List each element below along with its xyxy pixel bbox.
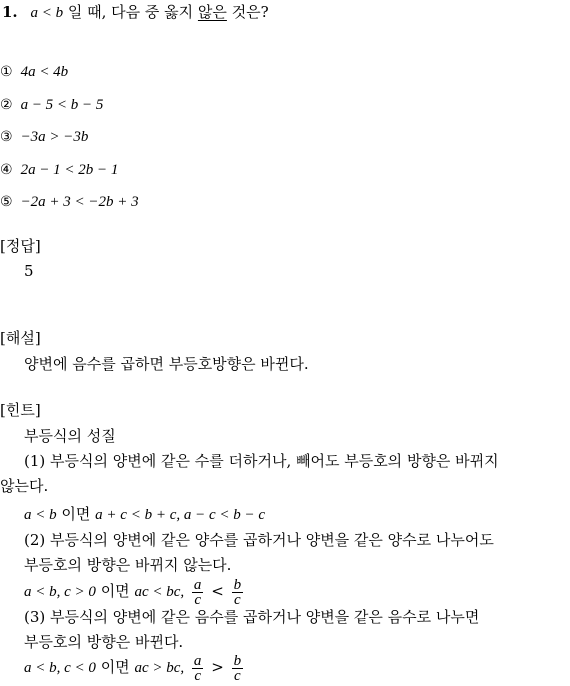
fraction-denominator: c — [233, 591, 241, 608]
question-condition: a < b — [30, 5, 64, 21]
fraction-denominator: c — [194, 667, 201, 684]
formula-condition: a < b, c > 0 — [24, 584, 96, 600]
fraction-numerator: b — [233, 652, 242, 669]
fraction — [192, 654, 204, 683]
answer-value: 5 — [24, 262, 34, 280]
choice-mark: ③ — [0, 129, 13, 145]
formula-result: a + c < b + c, a − c < b − c — [95, 507, 266, 523]
fraction-numerator: a — [193, 652, 202, 669]
formula-condition: a < b — [24, 507, 57, 523]
fraction-denominator: c — [233, 667, 241, 684]
choice-1 — [0, 61, 68, 82]
hint-p1-line1: (1) 부등식의 양변에 같은 수를 더하거나, 빼어도 부등호의 방향은 바뀌지 — [24, 452, 499, 470]
hint-p3-line1: (3) 부등식의 양변에 같은 음수를 곱하거나 양변을 같은 음수로 나누면 — [24, 608, 480, 626]
question-text-1: 일 때, 다음 중 옳지 — [67, 3, 194, 21]
answer-label: [정답] — [0, 237, 41, 255]
choice-5 — [0, 191, 139, 212]
formula-result: ac > bc, — [134, 660, 185, 676]
choice-expr: 2a − 1 < 2b − 1 — [20, 162, 119, 178]
formula-condition: a < b, c < 0 — [24, 660, 96, 676]
choice-2 — [0, 94, 103, 115]
choice-4 — [0, 159, 118, 180]
question-number: 1. — [2, 3, 18, 21]
explanation-label: [해설] — [0, 329, 41, 347]
fraction-numerator: a — [193, 576, 202, 593]
choice-expr: a − 5 < b − 5 — [20, 97, 104, 113]
hint-label: [힌트] — [0, 401, 41, 419]
hint-p2-line2: 부등호의 방향은 바뀌지 않는다. — [24, 556, 232, 574]
choice-mark: ④ — [0, 162, 13, 178]
choice-expr: −2a + 3 < −2b + 3 — [20, 194, 139, 210]
fraction-numerator: b — [233, 576, 242, 593]
formula-word: 이면 — [100, 582, 130, 600]
choice-expr: 4a < 4b — [20, 64, 69, 80]
inequality-sign: > — [211, 658, 224, 676]
explanation-text: 양변에 음수를 곱하면 부등호방향은 바뀐다. — [24, 355, 309, 373]
hint-p3-line2: 부등호의 방향은 바뀐다. — [24, 633, 184, 651]
fraction — [232, 578, 244, 607]
choice-mark: ② — [0, 97, 13, 113]
hint-p2-line1: (2) 부등식의 양변에 같은 양수를 곱하거나 양변을 같은 양수로 나누어도 — [24, 531, 494, 549]
question-line — [2, 2, 269, 23]
fraction-denominator: c — [194, 591, 201, 608]
hint-formula-2 — [24, 574, 246, 609]
question-text-2: 것은? — [231, 3, 269, 21]
formula-word: 이면 — [100, 658, 130, 676]
fraction — [192, 578, 204, 607]
choice-mark: ① — [0, 64, 13, 80]
hint-formula-3 — [24, 650, 246, 685]
choice-3 — [0, 126, 88, 147]
choice-mark: ⑤ — [0, 194, 13, 210]
question-underlined: 않은 — [197, 3, 227, 21]
hint-p1-line2: 않는다. — [0, 477, 49, 495]
hint-formula-1 — [24, 504, 265, 525]
inequality-sign: < — [211, 582, 224, 600]
hint-title: 부등식의 성질 — [24, 427, 116, 445]
choice-expr: −3a > −3b — [20, 129, 89, 145]
formula-result: ac < bc, — [134, 584, 185, 600]
formula-word: 이면 — [61, 505, 91, 523]
fraction — [232, 654, 244, 683]
